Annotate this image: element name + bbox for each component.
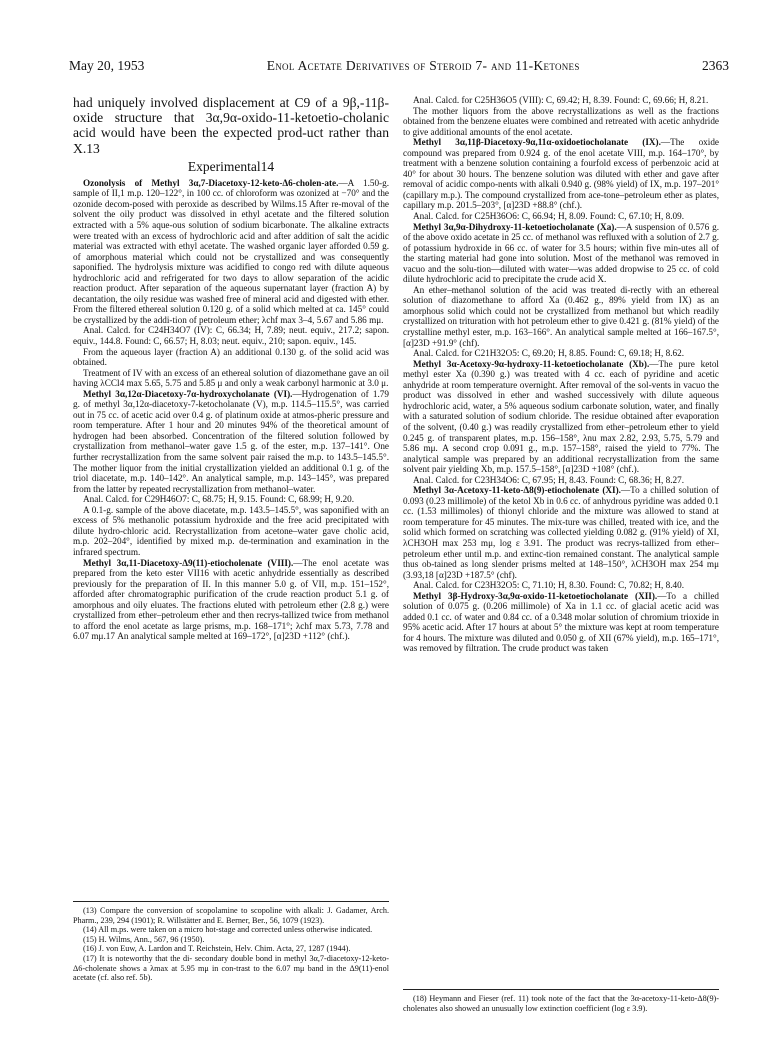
paragraph <box>73 494 389 505</box>
paragraph-text: —The enol acetate was prepared from the keto ester VII16 with acetic anhydride essentially as described previously for the preparation of II. In this manner 5.0 g. of VII, m.p. 151–152°, afforded after chromatographic purification of the crude reaction product 5.1 g. of amorphous and oily eluates. The fractions eluted with petroleum ether (2.8 g.) were crystallized from ether–petroleum ether and then recrys-tallized twice from methanol to afford the enol acetate as large prisms, m.p. 168–171°; λchf max 5.73, 7.78 and 6.07 mμ.17 An analytical sample melted at 169–172°, [α]23D +112° (chf.). <box>73 557 389 642</box>
paragraph-text: —The oxide compound was prepared from 0.924 g. of the enol acetate VIII, m.p. 164–170°, by treatment with a benzene solution containing a fourfold excess of perbenzoic acid at 40° for about 30 hours. The benzene solution was diluted with ether and gave after removal of acidic compo-nents with alkali 0.940 g. (98% yield) of IX, m.p. 197–201° (capillary m.p.). The compound crystallized from ace-tone–petroleum ether as plates, capillary m.p. 201.5–203°, [α]23D +88.8° (chf.). <box>403 137 719 211</box>
section-title: Experimental14 <box>187 158 275 174</box>
left-footnotes <box>73 895 389 983</box>
footnote-list <box>73 906 389 983</box>
paragraph-text: —A suspension of 0.576 g. of the above oxido acetate in 25 cc. of methanol was refluxed with a solution of 2.7 g. of potassium hydroxide in 66 cc. of water for 3.5 hours; within five min-utes all of the starting material had gone into solution. Most of the methanol was removed in vacuo and the solu-tion—diluted with water—was added dropwise to 25 cc. of cold dilute hydrochloric acid to precipitate the crude acid X. <box>403 221 719 285</box>
lead-paragraph: had uniquely involved displacement at C9 of a 9β,-11β-oxide structure that 3α,9α-oxido-11-ketoetio-cholanic acid would have been the expected prod-uct rather than X.13 <box>73 95 389 156</box>
paragraph <box>73 325 389 346</box>
paragraph-text: Anal. Calcd. for C23H32O5: C, 71.10; H, 8.30. Found: C, 70.82; H, 8.40. <box>413 580 685 591</box>
paragraph <box>403 95 719 106</box>
footnote: (17) It is noteworthy that the di- secondary double bond in methyl 3α,7-diacetoxy-12-keto-Δ6-cholenate shows a λmax at 5.95 mμ in con-trast to the 6.07 mμ band in the Δ9(11)-enol acetate (cf. also ref. 5b). <box>73 953 389 983</box>
paragraph-text: —To a chilled solution of 0.093 (0.23 millimole) of the ketol Xb in 0.6 cc. of anhydrous pyridine was added 0.1 cc. (1.53 millimoles) of thionyl chloride and the mixture was allowed to stand at room temperature for 45 minutes. The mix-ture was chilled, treated with ice, and the solid which formed on scratching was collected yielding 0.082 g. (91% yield) of XI, λCH3OH max 253 mμ, log ε 3.91. The product was recrys-tallized from ether–petroleum ether until m.p. and extinc-tion remained constant. The analytical sample thus ob-tained as long slender prisms melted at 148–150°, λCH3OH max 254 mμ (3.93,18 [α]23D +187.5° (chf). <box>403 485 720 580</box>
paragraph-text: Anal. Calcd. for C29H46O7: C, 68.75; H, 9.15. Found: C, 68.99; H, 9.20. <box>83 494 355 505</box>
page-header <box>69 58 729 78</box>
right-column <box>403 95 719 654</box>
run-in-title: Methyl 3α-Acetoxy-11-keto-Δ8(9)-etiocholenate (XI). <box>413 485 621 496</box>
paragraph <box>403 211 719 222</box>
paragraph <box>73 178 389 326</box>
paragraph-text: The mother liquors from the above recrystallizations as well as the fractions obtained from the benzene eluates were combined and retreated with acetic anhydride to give additional amounts of the enol acetate. <box>403 105 719 137</box>
paragraph-text: Anal. Calcd. for C24H34O7 (IV): C, 66.34; H, 7.89; neut. equiv., 217.2; sapon. equiv., 144.8. Found: C, 66.57; H, 8.03; neut. equiv., 210; sapon. equiv., 145. <box>73 325 389 347</box>
paragraph <box>73 558 389 642</box>
left-paragraphs <box>73 178 389 642</box>
footnote-rule <box>73 901 389 902</box>
paragraph <box>403 222 719 285</box>
paragraph <box>73 368 389 389</box>
page-number: 2363 <box>702 58 729 73</box>
paragraph <box>403 348 719 359</box>
header-date: May 20, 1953 <box>69 58 145 73</box>
paragraph-text: —The pure ketol methyl ester Xa (0.390 g.) was treated with 4 cc. each of pyridine and acetic anhydride at room temperature overnight. After removal of the sol-vents in vacuo the product was dissolved in ether and washed successively with dilute aqueous hydrochloric acid, water, a 5% aqueous sodium carbonate solution, water, and finally with a saturated solution of sodium chloride. The residue obtained after evaporation of the solvent, (0.40 g.) was readily crystallized from ether–petroleum ether to yield 0.245 g. of transparent plates, m.p. 156–158°, λnu max 2.82, 2.93, 5.75, 5.79 and 5.86 mμ. A second crop 0.091 g., m.p. 157–158°, raised the yield to 77%. The analytical sample was prepared by an additional recrystallization from the same solvent pair yielding Xb, m.p. 157.5–158°, [α]23D +108° (chf.). <box>403 358 719 475</box>
run-in-title: Methyl 3α-Acetoxy-9α-hydroxy-11-ketoetiocholanate (Xb). <box>413 358 650 369</box>
right-paragraphs <box>403 95 719 654</box>
run-in-title: Methyl 3α,9α-Dihydroxy-11-ketoetiocholanate (Xa). <box>413 221 617 232</box>
paragraph <box>403 359 719 475</box>
footnote: (16) J. von Euw, A. Lardon and T. Reichstein, Helv. Chim. Acta, 27, 1287 (1944). <box>83 944 351 954</box>
paragraph <box>403 137 719 211</box>
run-in-title: Methyl 3α,11-Diacetoxy-Δ9(11)-etiocholenate (VIII). <box>83 557 294 568</box>
paragraph <box>403 485 719 580</box>
footnote: (14) All m.ps. were taken on a micro hot-stage and corrected unless otherwise indicated. <box>83 925 373 935</box>
paragraph <box>403 106 719 138</box>
footnote: (13) Compare the conversion of scopolamine to scopoline with alkali: J. Gadamer, Arch. Pharm., 239, 294 (1901); R. Willstätter and E. Berner, Ber., 56, 1079 (1923). <box>73 906 389 925</box>
paragraph-text: Anal. Calcd. for C25H36O6: C, 66.94; H, 8.09. Found: C, 67.10; H, 8.09. <box>413 211 685 222</box>
paragraph <box>403 591 719 654</box>
paragraph <box>73 347 389 368</box>
run-in-title: Methyl 3α,11β-Diacetoxy-9α,11α-oxidoetiocholanate (IX). <box>413 137 661 148</box>
paragraph <box>73 505 389 558</box>
left-column <box>73 95 389 642</box>
paragraph-text: From the aqueous layer (fraction A) an additional 0.130 g. of the solid acid was obtained. <box>73 346 389 368</box>
run-in-title: Methyl 3α,12α-Diacetoxy-7α-hydroxycholanate (VI). <box>83 388 293 399</box>
paragraph-text: —A 1.50-g. sample of II,1 m.p. 120–122°, in 100 cc. of chloroform was ozonized at −70° and the ozonide decom-posed with peroxide as described by Wilms.15 After re-moval of the solvent the oily product was dissolved in ethyl acetate and the filtered solution extracted with a 5% aque-ous solution of sodium bicarbonate. The alkaline extracts were treated with an excess of hydrochloric acid and after addition of salt the acidic material was extracted with ethyl acetate. The washed organic layer afforded 0.59 g. of amorphous material which could not be crystallized and was consequently saponified. The hydrolysis mixture was acidified to congo red with dilute aqueous hydrochloric acid and refrigerated for two days to allow separation of the acidic reaction product. After separation of the aqueous supernatant layer (fraction A) by decantation, the oily residue was washed free of mineral acid and digested with ether. From the filtered ethereal solution 0.120 g. of a solid which melted at ca. 145° could be crystallized by the addi-tion of petroleum ether; λchf max 3–4, 5.67 and 5.86 mμ. <box>73 177 389 325</box>
paragraph <box>403 580 719 591</box>
paragraph <box>403 475 719 486</box>
paragraph-text: Treatment of IV with an excess of an ethereal solution of diazomethane gave an oil having λCCl4 max 5.65, 5.75 and 5.85 μ and only a weak carbonyl harmonic at 3.0 μ. <box>73 367 389 389</box>
footnote: (15) H. Wilms, Ann., 567, 96 (1950). <box>83 934 205 944</box>
paragraph-text: Anal. Calcd. for C25H36O5 (VIII): C, 69.42; H, 8.39. Found: C, 69.66; H, 8.21. <box>413 95 709 105</box>
paragraph-text: —Hydrogenation of 1.79 g. of methyl 3α,12α-diacetoxy-7-ketocholanate (V), m.p. 114.5–115.5°, was carried out in 75 cc. of acetic acid over 0.4 g. of platinum oxide at atmos-pheric pressure and room temperature. After 1 hour and 20 minutes 94% of the theoretical amount of hydrogen had been absorbed. Concentration of the filtered solution followed by crystallization from methanol–water gave 1.5 g. of the ester, m.p. 137–141°. One further recrystallization from the same solvent pair raised the m.p. to 143.5–145.5°. The mother liquor from the initial crystallization yielded an additional 0.1 g. of the triol diacetate, m.p. 140–142°. An analytical sample, m.p. 143–145°, was prepared from the latter by repeated recrystallization from methanol–water. <box>73 388 389 494</box>
paragraph-text: Anal. Calcd. for C21H32O5: C, 69.20; H, 8.85. Found: C, 69.18; H, 8.62. <box>413 348 685 359</box>
paragraph-text: An ether–methanol solution of the acid was treated di-rectly with an ethereal solution of diazomethane to afford Xa (0.462 g., 89% yield from IX) as an amorphous solid which could not be crystallized from methanol but which readily crystallized on trituration with hot petroleum ether to give 0.421 g. (81% yield) of the crystalline methyl ester, m.p. 163–166°. An analytical sample melted at 166–167.5°, [α]23D +91.9° (chf). <box>403 284 719 348</box>
paragraph <box>403 285 719 348</box>
paragraph-text: —To a chilled solution of 0.075 g. (0.206 millimole) of Xa in 1.1 cc. of glacial acetic acid was added 0.1 cc. of water and 0.84 cc. of a 0.348 molar solution of chromium trioxide in 95% acetic acid. After 17 hours at about 5° the mixture was kept at room temperature for 4 hours. The mixture was diluted and 0.050 g. of XII (67% yield), m.p. 165–171°, was removed by filtration. The crude product was taken <box>403 590 719 654</box>
footnote-rule <box>403 989 719 990</box>
paragraph-text: Anal. Calcd. for C23H34O6: C, 67.95; H, 8.43. Found: C, 68.36; H, 8.27. <box>413 474 685 485</box>
run-in-title: Methyl 3β-Hydroxy-3α,9α-oxido-11-ketoetiocholanate (XII). <box>413 590 658 601</box>
paragraph <box>73 389 389 494</box>
footnote: (18) Heymann and Fieser (ref. 11) took note of the fact that the 3α-acetoxy-11-keto-Δ8(9)-cholenates also showed an unusually low extinction coefficient (log ε 3.9). <box>403 994 719 1013</box>
run-in-title: Ozonolysis of Methyl 3α,7-Diacetoxy-12-keto-Δ6-cholen-ate. <box>83 177 339 188</box>
header-title: Enol Acetate Derivatives of Steroid 7- and 11-Ketones <box>266 58 580 73</box>
right-footnotes <box>403 983 719 1013</box>
paragraph-text: A 0.1-g. sample of the above diacetate, m.p. 143.5–145.5°, was saponified with an excess of 5% methanolic potassium hydroxide and the free acid precipitated with dilute hydro-chloric acid. Recrystallization from acetone–water gave cholic acid, m.p. 202–204°, identified by mixed m.p. de-termination and examination in the infrared spectrum. <box>73 504 389 557</box>
footnote-list <box>403 994 719 1013</box>
